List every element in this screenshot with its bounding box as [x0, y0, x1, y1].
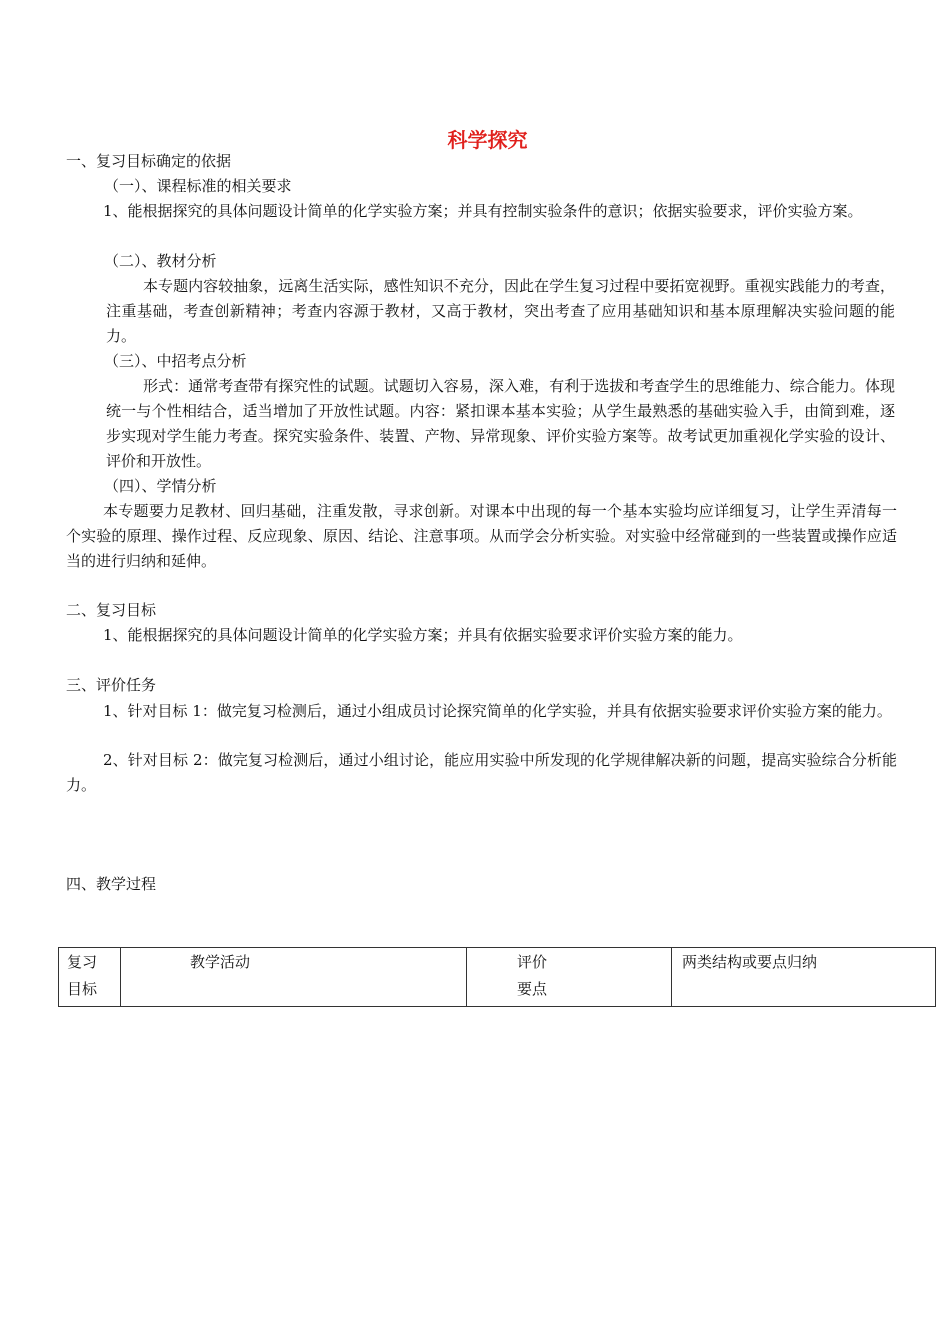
section3-item2: 2、针对目标 2：做完复习检测后，通过小组讨论，能应用实验中所发现的化学规律解决新的问题，提高实验综合分析能力。	[66, 751, 897, 794]
section1-sub3-heading: （三）、中招考点分析	[104, 352, 247, 370]
table-cell-teaching-activity	[121, 948, 467, 1007]
section1-sub2-heading: （二）、教材分析	[104, 252, 217, 270]
section2-text: 1、能根据探究的具体问题设计简单的化学实验方案；并具有依据实验要求评价实验方案的能力。	[103, 626, 743, 644]
section4-heading: 四、教学过程	[66, 875, 157, 893]
page-title: 科学探究	[447, 128, 528, 152]
section1-sub4-text: 本专题要力足教材、回归基础，注重发散，寻求创新。对课本中出现的每一个基本实验均应详细复习，让学生弄清每一个实验的原理、操作过程、反应现象、原因、结论、注意事项。从而学会分析实验。对实验中经常碰到的一些装置或操作应适当的进行归纳和延伸。	[66, 502, 897, 570]
section1-sub2-text: 本专题内容较抽象，远离生活实际，感性知识不充分，因此在学生复习过程中要拓宽视野。重视实践能力的考查，注重基础，考查创新精神；考查内容源于教材，又高于教材，突出考查了应用基础知识和基本原理解决实验问题的能力。	[106, 277, 895, 345]
section3-heading: 三、评价任务	[66, 676, 157, 694]
section1-heading: 一、复习目标确定的依据	[66, 152, 232, 170]
table-cell-structure-summary-label: 两类结构或要点归纳	[682, 953, 818, 971]
table-cell-teaching-activity-label: 教学活动	[190, 953, 251, 971]
table-cell-review-goal-line1: 复习	[67, 953, 98, 971]
section1-sub3-text: 形式：通常考查带有探究性的试题。试题切入容易，深入难，有利于选拔和考查学生的思维能力、综合能力。体现统一与个性相结合，适当增加了开放性试题。内容：紧扣课本基本实验；从学生最熟悉的基础实验入手，由简到难，逐步实现对学生能力考查。探究实验条件、装置、产物、异常现象、评价实验方案等。故考试更加重视化学实验的设计、评价和开放性。	[106, 377, 895, 470]
section3-item1: 1、针对目标 1：做完复习检测后，通过小组成员讨论探究简单的化学实验，并具有依据实验要求评价实验方案的能力。	[103, 702, 892, 720]
table-cell-evaluation-points	[467, 948, 672, 1007]
section2-heading: 二、复习目标	[66, 601, 157, 619]
table-cell-evaluation-points-line2: 要点	[517, 980, 548, 998]
table-cell-review-goal	[59, 948, 121, 1007]
table-header-row	[59, 948, 936, 1007]
table-cell-evaluation-points-line1: 评价	[517, 953, 548, 971]
section1-sub1-text: 1、能根据探究的具体问题设计简单的化学实验方案；并具有控制实验条件的意识；依据实验要求，评价实验方案。	[103, 202, 863, 220]
section1-sub4-heading: （四）、学情分析	[104, 477, 217, 495]
teaching-process-table	[58, 947, 936, 1007]
table-cell-review-goal-line2: 目标	[67, 980, 98, 998]
section1-sub1-heading: （一）、课程标准的相关要求	[104, 177, 292, 195]
table-cell-structure-summary	[672, 948, 936, 1007]
